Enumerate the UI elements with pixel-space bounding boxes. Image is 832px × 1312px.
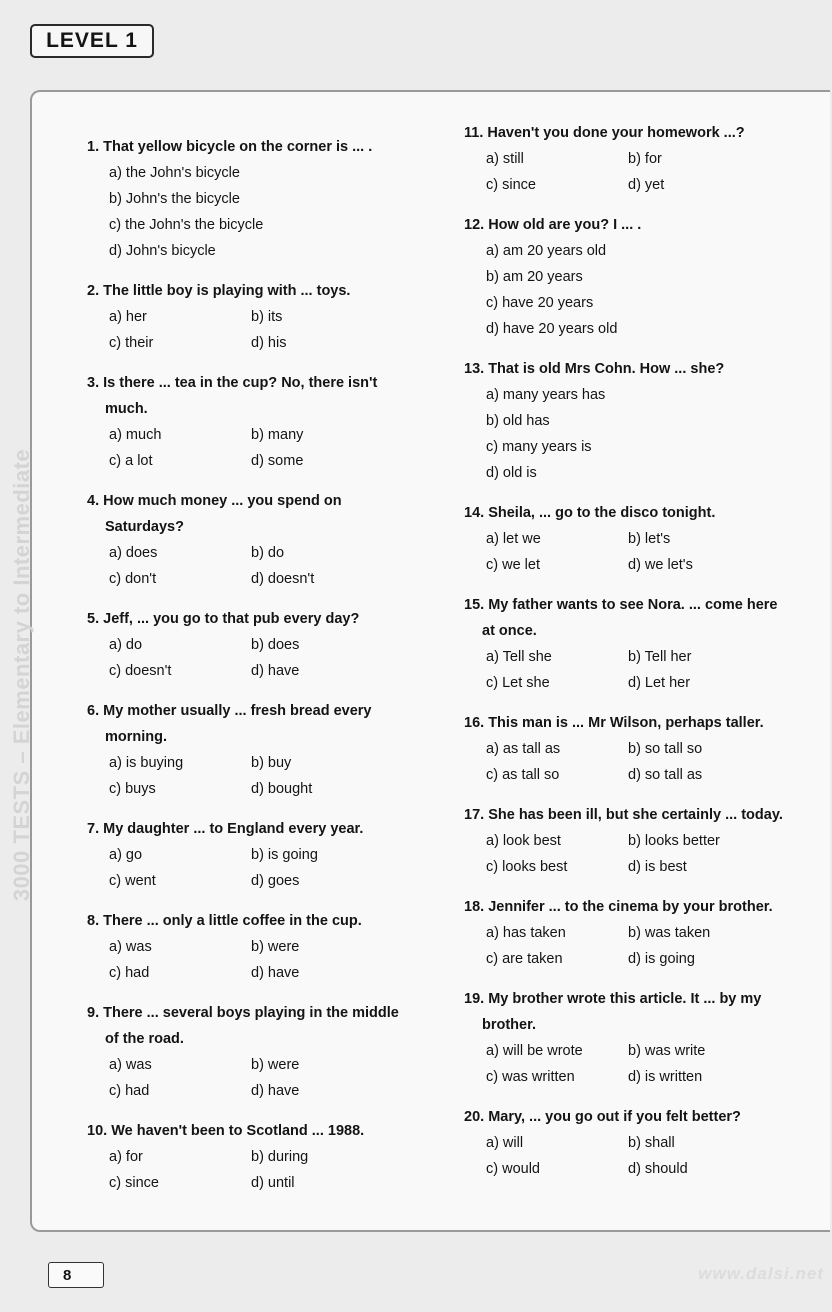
- question-stem: There ... only a little coffee in the cup.: [103, 913, 362, 929]
- answer-option: c) don't: [109, 571, 157, 587]
- answer-option: a) as tall as: [486, 741, 561, 757]
- question-number: 20.: [464, 1109, 485, 1125]
- question-item: [87, 908, 437, 986]
- answer-option: d) should: [628, 1161, 688, 1177]
- question-text: [464, 1104, 814, 1130]
- question-item: [464, 1104, 814, 1182]
- answer-option: b) during: [251, 1149, 309, 1165]
- answer-option: d) goes: [251, 873, 300, 889]
- answer-option: b) many: [251, 427, 304, 443]
- question-stem-continued: morning.: [105, 729, 168, 745]
- question-item: [87, 370, 437, 474]
- question-item: [464, 212, 814, 342]
- question-stem-continued: at once.: [482, 623, 537, 639]
- question-stem: Mary, ... you go out if you felt better?: [488, 1109, 741, 1125]
- page-number: 8: [63, 1266, 72, 1284]
- question-number: 2.: [87, 283, 100, 299]
- question-stem: We haven't been to Scotland ... 1988.: [111, 1123, 365, 1139]
- question-stem: She has been ill, but she certainly ... today.: [488, 807, 783, 823]
- answer-option: d) Let her: [628, 675, 691, 691]
- answer-option: c) had: [109, 1083, 150, 1099]
- answer-option: c) was written: [486, 1069, 575, 1085]
- answer-options: [87, 1052, 437, 1104]
- question-stem: Sheila, ... go to the disco tonight.: [488, 505, 716, 521]
- answer-option: a) many years has: [486, 387, 606, 403]
- question-text: [87, 698, 437, 750]
- question-number: 14.: [464, 505, 485, 521]
- question-number: 9.: [87, 1005, 100, 1021]
- answer-option: b) Tell her: [628, 649, 692, 665]
- answer-option: b) is going: [251, 847, 318, 863]
- spine-title: 3000 TESTS – Elementary to Intermediate: [9, 448, 34, 902]
- question-text: [464, 986, 814, 1038]
- answer-option: b) were: [251, 939, 300, 955]
- question-item: [464, 802, 814, 880]
- question-item: [87, 134, 437, 264]
- answer-option: d) we let's: [628, 557, 693, 573]
- question-item: [464, 356, 814, 486]
- answer-option: b) does: [251, 637, 300, 653]
- level-label: LEVEL 1: [46, 29, 138, 52]
- question-number: 17.: [464, 807, 485, 823]
- answer-options: [87, 842, 437, 894]
- question-text: [464, 356, 814, 382]
- question-text: [87, 1000, 437, 1052]
- answer-option: b) its: [251, 309, 283, 325]
- answer-options: [464, 828, 814, 880]
- answer-option: d) until: [251, 1175, 295, 1191]
- answer-option: c) buys: [109, 781, 156, 797]
- question-number: 3.: [87, 375, 100, 391]
- answer-option: c) the John's the bicycle: [109, 217, 264, 233]
- question-stem: My mother usually ... fresh bread every: [103, 703, 372, 719]
- question-stem-continued: Saturdays?: [105, 519, 184, 535]
- question-stem-continued: brother.: [482, 1017, 536, 1033]
- answer-option: a) still: [486, 151, 524, 167]
- answer-options: [464, 1038, 814, 1090]
- question-item: [464, 710, 814, 788]
- answer-option: b) shall: [628, 1135, 675, 1151]
- answer-option: d) his: [251, 335, 287, 351]
- answer-option: d) have: [251, 1083, 300, 1099]
- question-item: [87, 816, 437, 894]
- question-stem-continued: much.: [105, 401, 148, 417]
- question-stem: My daughter ... to England every year.: [103, 821, 364, 837]
- answer-option: d) old is: [486, 465, 537, 481]
- question-text: [464, 710, 814, 736]
- answer-options: [464, 382, 814, 486]
- question-text: [464, 592, 814, 644]
- answer-option: b) let's: [628, 531, 671, 547]
- question-item: [87, 278, 437, 356]
- answer-option: d) John's bicycle: [109, 243, 216, 259]
- answer-option: c) are taken: [486, 951, 563, 967]
- answer-options: [87, 422, 437, 474]
- book-spine-banner: [0, 405, 44, 945]
- answer-option: d) some: [251, 453, 304, 469]
- answer-option: d) doesn't: [251, 571, 315, 587]
- answer-options: [87, 934, 437, 986]
- answer-option: b) looks better: [628, 833, 720, 849]
- answer-option: a) let we: [486, 531, 541, 547]
- answer-option: b) was taken: [628, 925, 711, 941]
- question-number: 12.: [464, 217, 485, 233]
- answer-option: c) since: [109, 1175, 159, 1191]
- answer-option: a) go: [109, 847, 143, 863]
- question-number: 7.: [87, 821, 100, 837]
- question-item: [87, 698, 437, 802]
- question-text: [464, 212, 814, 238]
- question-text: [87, 134, 437, 160]
- answer-option: c) have 20 years: [486, 295, 594, 311]
- answer-option: b) were: [251, 1057, 300, 1073]
- question-item: [464, 120, 814, 198]
- question-text: [87, 908, 437, 934]
- answer-option: c) since: [486, 177, 536, 193]
- questions-column-right: [464, 120, 814, 1196]
- answer-options: [464, 146, 814, 198]
- answer-options: [87, 632, 437, 684]
- answer-option: a) much: [109, 427, 162, 443]
- answer-options: [87, 1144, 437, 1196]
- answer-option: d) have: [251, 965, 300, 981]
- question-text: [87, 370, 437, 422]
- site-watermark: www.dalsi.net: [698, 1264, 824, 1283]
- question-number: 4.: [87, 493, 100, 509]
- answer-option: c) went: [109, 873, 156, 889]
- answer-options: [464, 1130, 814, 1182]
- question-item: [464, 500, 814, 578]
- answer-options: [87, 160, 437, 264]
- answer-option: d) so tall as: [628, 767, 703, 783]
- answer-option: b) old has: [486, 413, 550, 429]
- question-item: [87, 1000, 437, 1104]
- question-stem: My father wants to see Nora. ... come here: [488, 597, 778, 613]
- question-text: [87, 278, 437, 304]
- question-number: 18.: [464, 899, 485, 915]
- question-stem: Is there ... tea in the cup? No, there isn't: [103, 375, 378, 391]
- answer-option: a) for: [109, 1149, 143, 1165]
- question-text: [464, 802, 814, 828]
- answer-option: d) yet: [628, 177, 665, 193]
- question-stem: Haven't you done your homework ...?: [487, 125, 745, 141]
- questions-column-left: [87, 134, 437, 1210]
- answer-option: a) was: [109, 939, 152, 955]
- question-text: [464, 894, 814, 920]
- answer-option: b) was write: [628, 1043, 706, 1059]
- answer-option: b) do: [251, 545, 285, 561]
- question-number: 15.: [464, 597, 485, 613]
- answer-option: b) buy: [251, 755, 292, 771]
- answer-option: b) John's the bicycle: [109, 191, 240, 207]
- answer-option: a) does: [109, 545, 158, 561]
- question-item: [87, 488, 437, 592]
- answer-option: d) is going: [628, 951, 695, 967]
- question-text: [87, 816, 437, 842]
- answer-options: [464, 644, 814, 696]
- answer-option: d) bought: [251, 781, 313, 797]
- question-number: 6.: [87, 703, 100, 719]
- answer-option: a) has taken: [486, 925, 566, 941]
- answer-option: c) would: [486, 1161, 540, 1177]
- answer-options: [87, 750, 437, 802]
- question-stem: How old are you? I ... .: [488, 217, 642, 233]
- answer-option: c) many years is: [486, 439, 592, 455]
- answer-option: c) Let she: [486, 675, 550, 691]
- question-number: 1.: [87, 139, 100, 155]
- answer-option: c) their: [109, 335, 154, 351]
- question-number: 13.: [464, 361, 485, 377]
- question-number: 16.: [464, 715, 485, 731]
- question-item: [464, 894, 814, 972]
- answer-option: d) have 20 years old: [486, 321, 618, 337]
- answer-option: d) have: [251, 663, 300, 679]
- question-stem: How much money ... you spend on: [103, 493, 342, 509]
- answer-option: b) for: [628, 151, 662, 167]
- question-number: 10.: [87, 1123, 108, 1139]
- question-stem: That is old Mrs Cohn. How ... she?: [488, 361, 725, 377]
- question-item: [464, 986, 814, 1090]
- answer-options: [87, 304, 437, 356]
- answer-option: a) Tell she: [486, 649, 552, 665]
- question-stem: There ... several boys playing in the middle: [103, 1005, 399, 1021]
- question-stem-continued: of the road.: [105, 1031, 184, 1047]
- question-stem: My brother wrote this article. It ... by my: [488, 991, 762, 1007]
- question-stem: This man is ... Mr Wilson, perhaps taller.: [488, 715, 764, 731]
- answer-options: [464, 238, 814, 342]
- answer-option: a) will be wrote: [486, 1043, 583, 1059]
- page-number-box: [48, 1262, 104, 1288]
- answer-option: a) is buying: [109, 755, 184, 771]
- answer-option: a) look best: [486, 833, 561, 849]
- answer-options: [464, 920, 814, 972]
- question-text: [87, 488, 437, 540]
- question-item: [87, 606, 437, 684]
- answer-option: c) looks best: [486, 859, 568, 875]
- answer-option: d) is best: [628, 859, 687, 875]
- question-number: 5.: [87, 611, 100, 627]
- answer-option: a) her: [109, 309, 147, 325]
- answer-option: a) will: [486, 1135, 524, 1151]
- answer-option: c) doesn't: [109, 663, 172, 679]
- answer-option: c) we let: [486, 557, 540, 573]
- answer-option: b) am 20 years: [486, 269, 583, 285]
- answer-options: [87, 540, 437, 592]
- answer-option: a) the John's bicycle: [109, 165, 240, 181]
- question-text: [87, 1118, 437, 1144]
- question-text: [464, 120, 814, 146]
- answer-option: d) is written: [628, 1069, 703, 1085]
- answer-option: c) had: [109, 965, 150, 981]
- question-stem: Jennifer ... to the cinema by your brother.: [488, 899, 773, 915]
- answer-options: [464, 526, 814, 578]
- answer-option: a) do: [109, 637, 143, 653]
- question-stem: The little boy is playing with ... toys.: [103, 283, 351, 299]
- question-stem: Jeff, ... you go to that pub every day?: [103, 611, 360, 627]
- answer-option: c) a lot: [109, 453, 153, 469]
- answer-option: b) so tall so: [628, 741, 703, 757]
- level-header: [30, 24, 154, 58]
- question-text: [87, 606, 437, 632]
- answer-option: a) am 20 years old: [486, 243, 607, 259]
- answer-options: [464, 736, 814, 788]
- answer-option: a) was: [109, 1057, 152, 1073]
- question-item: [464, 592, 814, 696]
- question-number: 8.: [87, 913, 100, 929]
- question-text: [464, 500, 814, 526]
- answer-option: c) as tall so: [486, 767, 560, 783]
- question-number: 19.: [464, 991, 485, 1007]
- question-number: 11.: [464, 125, 484, 141]
- question-item: [87, 1118, 437, 1196]
- question-stem: That yellow bicycle on the corner is ... .: [103, 139, 373, 155]
